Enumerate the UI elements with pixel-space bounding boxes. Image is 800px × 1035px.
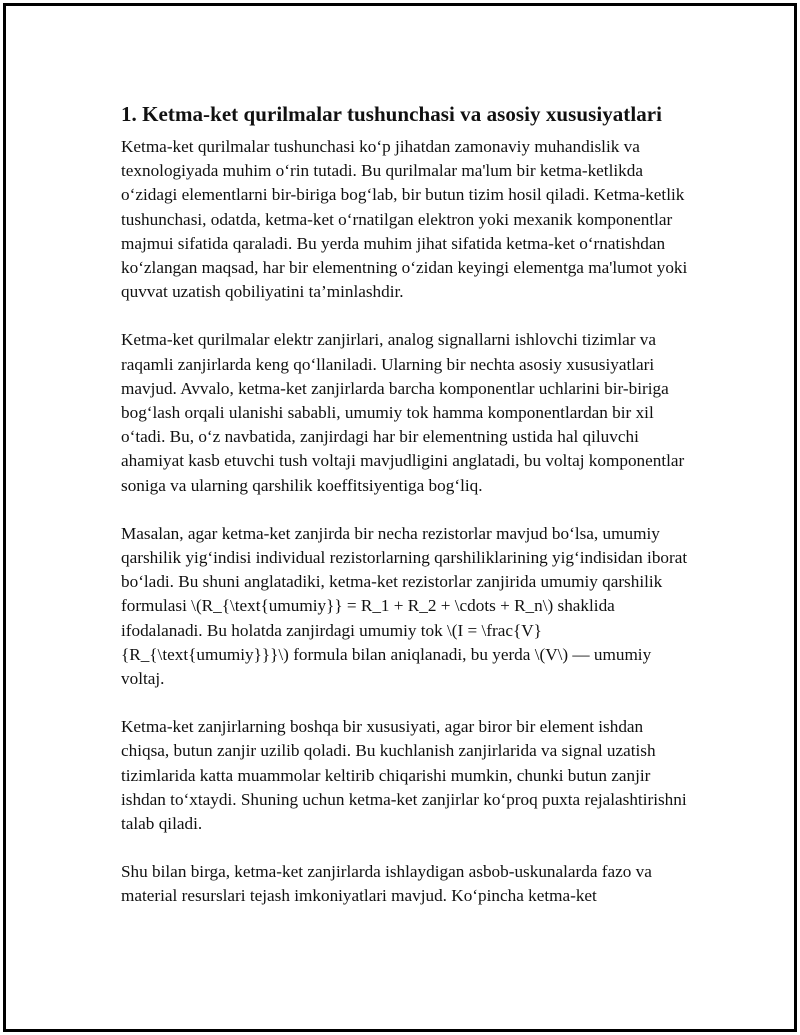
paragraph: Ketma-ket qurilmalar elektr zanjirlari, analog signallarni ishlovchi tizimlar va raqamli zanjirlarda keng qo‘llaniladi. Ularning bir nechta asosiy xususiyatlari mavjud. Avvalo, ketma-ket zanjirlarda barcha komponentlar uchlarini bir-biriga bog‘lash orqali ulanishi sababli, umumiy tok hamma komponentlardan bir xil o‘tadi. Bu, o‘z navbatida, zanjirdagi har bir elementning ustida hal qiluvchi ahamiyat kasb etuvchi tush voltaji mavjudligini anglatadi, bu voltaj komponentlar soniga va ularning qarshilik koeffitsiyentiga bog‘liq. — [121, 330, 685, 495]
section-heading: 1. Ketma-ket qurilmalar tushunchasi va asosiy xususiyatlari — [121, 102, 663, 126]
paragraph: Shu bilan birga, ketma-ket zanjirlarda ishlaydigan asbob-uskunalarda fazo va material resurslari tejash imkoniyatlari mavjud. Ko‘pincha ketma-ket — [121, 862, 652, 906]
document-body — [121, 101, 691, 933]
page-frame — [3, 3, 797, 1032]
paragraph: Ketma-ket qurilmalar tushunchasi ko‘p jihatdan zamonaviy muhandislik va texnologiyada muhim o‘rin tutadi. Bu qurilmalar ma'lum bir ketma-ketlikda o‘zidagi elementlarni bir-biriga bog‘lab, bir butun tizim hosil qiladi. Ketma-ketlik tushunchasi, odatda, ketma-ket o‘rnatilgan elektron yoki mexanik komponentlar majmui sifatida qaraladi. Bu yerda muhim jihat sifatida ketma-ket o‘rnatishdan ko‘zlangan maqsad, har bir elementning o‘zidan keyingi elementga ma'lumot yoki quvvat uzatish qobiliyatini ta’minlashdir. — [121, 137, 688, 302]
paragraph: Ketma-ket zanjirlarning boshqa bir xususiyati, agar biror bir element ishdan chiqsa, butun zanjir uzilib qoladi. Bu kuchlanish zanjirlarida va signal uzatish tizimlarida katta muammolar keltirib chiqarishi mumkin, chunki butun zanjir ishdan to‘xtaydi. Shuning uchun ketma-ket zanjirlar ko‘proq puxta rejalashtirishni talab qiladi. — [121, 717, 687, 834]
paragraph: Masalan, agar ketma-ket zanjirda bir necha rezistorlar mavjud bo‘lsa, umumiy qarshilik yig‘indisi individual rezistorlarning qarshiliklarining yig‘indisidan iborat bo‘ladi. Bu shuni anglatadiki, ketma-ket rezistorlar zanjirida umumiy qarshilik formulasi \(R_{\text{umumiy}} = R_1 + R_2 + \cdots + R_n\) shaklida ifodalanadi. Bu holatda zanjirdagi umumiy tok \(I = \frac{V}{R_{\text{umumiy}}}\) formula bilan aniqlanadi, bu yerda \(V\) — umumiy voltaj. — [121, 523, 688, 689]
